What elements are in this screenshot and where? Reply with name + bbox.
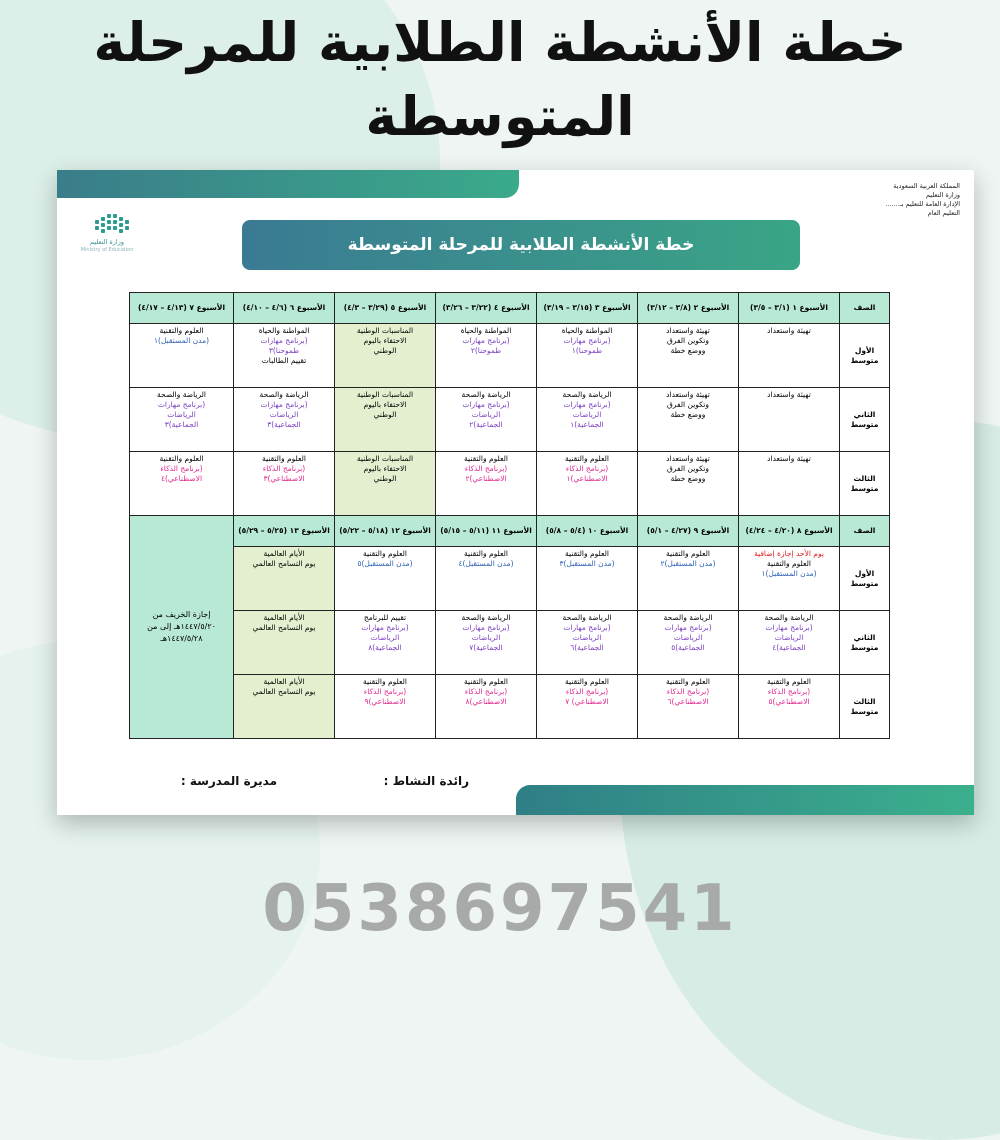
cell-line: العلوم والتقنية bbox=[767, 677, 811, 686]
cell-line: (برنامج مهارات bbox=[462, 400, 510, 409]
cell-line: الاحتفاء بالبوم bbox=[363, 336, 407, 345]
document-title: خطة الأنشطة الطلابية للمرحلة المتوسطة bbox=[242, 220, 800, 270]
week-header: الأسبوع ٥ (٣/٢٩ – ٤/٣) bbox=[335, 293, 436, 324]
cell-line: الرياضات bbox=[774, 633, 804, 642]
cell-line: وتكوين الفرق bbox=[666, 400, 710, 409]
cell-line: العلوم والتقنية bbox=[159, 326, 204, 335]
top-accent-bar bbox=[57, 170, 519, 198]
cell-line: تهيئة واستعداد bbox=[666, 390, 710, 399]
cell-line: (مدن المستقبل)٢ bbox=[660, 559, 716, 568]
cell-line: الوطني bbox=[373, 474, 397, 483]
cell-line: طموحنا)١ bbox=[571, 346, 603, 355]
cell-line: الاصطناعي)٥ bbox=[768, 697, 810, 706]
cell-line: تهيئة واستعداد bbox=[666, 454, 710, 463]
cell-line: ووضع خطة bbox=[670, 410, 706, 419]
cell-line: يوم التسامح العالمي bbox=[252, 559, 316, 568]
cell-line: (برنامج مهارات bbox=[664, 623, 712, 632]
activity-cell bbox=[130, 452, 234, 516]
ministry-line: المملكة العربية السعودية bbox=[893, 182, 960, 190]
activity-cell bbox=[436, 324, 537, 388]
ministry-logo bbox=[69, 214, 145, 256]
activity-cell bbox=[739, 452, 840, 516]
cell-line: الاصطناعي)٨ bbox=[465, 697, 507, 706]
activity-cell bbox=[638, 675, 739, 739]
cell-line: الرياضات bbox=[167, 410, 196, 419]
cell-line: طموحنا)٣ bbox=[268, 346, 300, 355]
activity-cell bbox=[739, 547, 840, 611]
activity-cell bbox=[436, 611, 537, 675]
cell-line: الرياضات bbox=[572, 633, 602, 642]
cell-line: (برنامج مهارات bbox=[563, 400, 611, 409]
cell-line: الأيام العالمية bbox=[263, 677, 305, 686]
activity-cell bbox=[130, 388, 234, 452]
cell-line: الأيام العالمية bbox=[263, 549, 305, 558]
cell-line: (برنامج مهارات bbox=[260, 400, 308, 409]
cell-line: المواطنة والحياة bbox=[460, 326, 512, 335]
cell-line: الجماعية)٥ bbox=[671, 643, 705, 652]
cell-line: (برنامج مهارات bbox=[361, 623, 409, 632]
cell-line: الجماعية)٢ bbox=[469, 420, 503, 429]
cell-line: الرياضة والصحة bbox=[663, 613, 713, 622]
cell-line: الجماعية)٣ bbox=[164, 420, 199, 429]
cell-line: (برنامج مهارات bbox=[462, 336, 510, 345]
week-header: الأسبوع ٩ (٤/٢٧ – ٥/١) bbox=[638, 516, 739, 547]
cell-line: الرياضة والصحة bbox=[764, 613, 814, 622]
cell-line: الرياضات bbox=[673, 633, 703, 642]
cell-line: المناسبات الوطنية bbox=[356, 454, 414, 463]
activity-cell bbox=[234, 675, 335, 739]
cell-line: يوم التسامح العالمي bbox=[252, 687, 316, 696]
cell-line: ووضع خطة bbox=[670, 474, 706, 483]
ministry-header bbox=[820, 182, 960, 218]
week-header: الأسبوع ١١ (٥/١١ – ٥/١٥) bbox=[436, 516, 537, 547]
cell-line: طموحنا)٢ bbox=[470, 346, 502, 355]
cell-line: (برنامج مهارات bbox=[765, 623, 813, 632]
cell-line: الجماعية)٣ bbox=[267, 420, 301, 429]
grade-label: الأول متوسط bbox=[840, 324, 890, 388]
cell-line: الجماعية)٧ bbox=[469, 643, 503, 652]
cell-line: تهيئة واستعداد bbox=[767, 326, 811, 335]
cell-line: (برنامج الذكاء bbox=[464, 464, 508, 473]
activity-cell bbox=[537, 547, 638, 611]
activity-cell bbox=[335, 324, 436, 388]
header-row bbox=[130, 516, 890, 547]
cell-line: (برنامج الذكاء bbox=[767, 687, 811, 696]
cell-line: (برنامج الذكاء bbox=[565, 464, 609, 473]
cell-line: (برنامج الذكاء bbox=[565, 687, 609, 696]
ministry-line: التعليم العام bbox=[927, 209, 960, 217]
cell-line: الرياضة والصحة bbox=[461, 613, 511, 622]
cell-line: المناسبات الوطنية bbox=[356, 326, 414, 335]
cell-line: تقييم للبرنامج bbox=[363, 613, 407, 622]
cell-line: العلوم والتقنية bbox=[262, 454, 306, 463]
cell-line: الرياضات bbox=[471, 633, 501, 642]
cell-line: العلوم والتقنية bbox=[565, 677, 609, 686]
week-header: الأسبوع ٢ (٣/٨ – ٣/١٢) bbox=[638, 293, 739, 324]
grade-label: الثالث متوسط bbox=[840, 452, 890, 516]
cell-line: (برنامج مهارات bbox=[462, 623, 510, 632]
cell-line: وتكوين الفرق bbox=[666, 464, 710, 473]
phone-number: 0538697541 bbox=[262, 872, 738, 946]
cell-line: (مدن المستقبل)١ bbox=[153, 336, 210, 345]
cell-line: العلوم والتقنية bbox=[767, 559, 811, 568]
cell-line: العلوم والتقنية bbox=[666, 677, 710, 686]
activity-cell bbox=[638, 611, 739, 675]
promo-title: خطة الأنشطة الطلابية للمرحلة المتوسطة bbox=[93, 11, 907, 148]
cell-line: العلوم والتقنية bbox=[565, 454, 609, 463]
activity-cell bbox=[739, 675, 840, 739]
cell-line: المواطنة والحياة bbox=[258, 326, 310, 335]
logo-text-ar: وزارة التعليم bbox=[89, 238, 125, 246]
cell-line: الاصطناعي)٦ bbox=[667, 697, 709, 706]
activity-cell bbox=[335, 611, 436, 675]
activity-cell bbox=[537, 324, 638, 388]
activity-cell bbox=[638, 547, 739, 611]
cell-line: ووضع خطة bbox=[670, 346, 706, 355]
activity-cell bbox=[739, 388, 840, 452]
ministry-line: الإدارة العامة للتعليم بـ....... bbox=[885, 200, 960, 208]
cell-line: الجماعية)٦ bbox=[570, 643, 604, 652]
activity-cell bbox=[335, 388, 436, 452]
table-row bbox=[130, 324, 890, 388]
cell-line: الاحتفاء باليوم bbox=[363, 464, 407, 473]
ministry-line: وزارة التعليم bbox=[925, 191, 960, 199]
activity-cell bbox=[335, 452, 436, 516]
cell-line: (مدن المستقبل)٥ bbox=[357, 559, 413, 568]
cell-line: تقييم الطالبات bbox=[261, 356, 307, 365]
activity-cell bbox=[436, 452, 537, 516]
grade-column-header: الصف bbox=[840, 293, 890, 324]
cell-line: الاصطناعي) ٧ bbox=[565, 697, 609, 706]
grade-column-header: الصف bbox=[840, 516, 890, 547]
cell-line: العلوم والتقنية bbox=[464, 454, 508, 463]
grade-label: الثاني متوسط bbox=[840, 611, 890, 675]
cell-line: الرياضة والصحة bbox=[562, 390, 612, 399]
cell-line: (مدن المستقبل)٤ bbox=[458, 559, 514, 568]
cell-line: الوطني bbox=[373, 346, 397, 355]
cell-line: العلوم والتقنية bbox=[363, 549, 407, 558]
table-row bbox=[130, 547, 890, 611]
cell-line: الجماعية)٤ bbox=[772, 643, 806, 652]
autumn-holiday-cell: إجازة الخريف من ١٤٤٧/٥/٢٠هـ إلى من ١٤٤٧/٥/٢٨هـ bbox=[130, 516, 234, 739]
activity-cell bbox=[130, 324, 234, 388]
grade-label: الثالث متوسط bbox=[840, 675, 890, 739]
header-row bbox=[130, 293, 890, 324]
activity-cell bbox=[234, 611, 335, 675]
cell-line: الجماعية)٨ bbox=[368, 643, 402, 652]
cell-line: الاصطناعي)١ bbox=[566, 474, 608, 483]
cell-line: الرياضة والصحة bbox=[461, 390, 511, 399]
principal-signature: مديرة المدرسة : bbox=[180, 774, 277, 788]
activity-cell bbox=[638, 452, 739, 516]
cell-line: الاصطناعي)٣ bbox=[263, 474, 305, 483]
cell-line: الاصطناعي)٤ bbox=[160, 474, 203, 483]
logo-text-en: Ministry of Education bbox=[80, 247, 134, 253]
activity-cell bbox=[335, 547, 436, 611]
cell-line: وتكوين الفرق bbox=[666, 336, 710, 345]
cell-line: المواطنة والحياة bbox=[561, 326, 613, 335]
activity-cell bbox=[739, 611, 840, 675]
cell-line: الرياضات bbox=[269, 410, 299, 419]
activity-cell bbox=[234, 324, 335, 388]
activity-cell bbox=[436, 675, 537, 739]
cell-line: العلوم والتقنية bbox=[464, 677, 508, 686]
table-row bbox=[130, 452, 890, 516]
cell-line: يوم التسامح العالمي bbox=[252, 623, 316, 632]
table-row bbox=[130, 388, 890, 452]
cell-line: الجماعية)١ bbox=[570, 420, 604, 429]
activity-leader-signature: رائدة النشاط : bbox=[383, 774, 469, 788]
activity-cell bbox=[436, 547, 537, 611]
week-header: الأسبوع ٦ (٤/٦ – ٤/١٠) bbox=[234, 293, 335, 324]
activity-cell bbox=[335, 675, 436, 739]
cell-line: (برنامج الذكاء bbox=[160, 464, 203, 473]
cell-line: العلوم والتقنية bbox=[363, 677, 407, 686]
grade-label: الأول متوسط bbox=[840, 547, 890, 611]
cell-line: (مدن المستقبل)٣ bbox=[559, 559, 615, 568]
week-header: الأسبوع ٨ (٤/٢٠ – ٤/٢٤) bbox=[739, 516, 840, 547]
cell-line: تهيئة واستعداد bbox=[767, 390, 811, 399]
week-header: الأسبوع ٤ (٣/٢٢ – ٣/٢٦) bbox=[436, 293, 537, 324]
cell-line: تهيئة واستعداد bbox=[767, 454, 811, 463]
cell-line: (برنامج الذكاء bbox=[262, 464, 306, 473]
activity-cell bbox=[537, 452, 638, 516]
cell-line: الرياضات bbox=[370, 633, 400, 642]
cell-line: الوطني bbox=[373, 410, 397, 419]
grade-label: الثاني متوسط bbox=[840, 388, 890, 452]
cell-line: العلوم والتقنية bbox=[565, 549, 609, 558]
cell-line: يوم الأحد إجازة إضافية bbox=[754, 549, 824, 558]
cell-line: (برنامج الذكاء bbox=[464, 687, 508, 696]
week-header: الأسبوع ١ (٣/١ – ٣/٥) bbox=[739, 293, 840, 324]
week-header: الأسبوع ١٠ (٥/٤ – ٥/٨) bbox=[537, 516, 638, 547]
cell-line: العلوم والتقنية bbox=[159, 454, 204, 463]
cell-line: تهيئة واستعداد bbox=[666, 326, 710, 335]
cell-line: الاحتفاء باليوم bbox=[363, 400, 407, 409]
activity-cell bbox=[234, 452, 335, 516]
table-row bbox=[130, 675, 890, 739]
cell-line: الرياضات bbox=[572, 410, 602, 419]
activities-plan-table bbox=[129, 292, 890, 739]
cell-line: المناسبات الوطنية bbox=[356, 390, 414, 399]
table-row bbox=[130, 611, 890, 675]
week-header: الأسبوع ٣ (٣/١٥ – ٣/١٩) bbox=[537, 293, 638, 324]
signatures bbox=[57, 774, 974, 798]
cell-line: الاصطناعي)٢ bbox=[465, 474, 507, 483]
cell-line: (برنامج مهارات bbox=[260, 336, 308, 345]
cell-line: الرياضة والصحة bbox=[156, 390, 206, 399]
activity-cell bbox=[436, 388, 537, 452]
week-header: الأسبوع ١٢ (٥/١٨ – ٥/٢٢) bbox=[335, 516, 436, 547]
week-header: الأسبوع ١٣ (٥/٢٥ – ٥/٢٩) bbox=[234, 516, 335, 547]
activity-cell bbox=[537, 675, 638, 739]
cell-line: العلوم والتقنية bbox=[666, 549, 710, 558]
logo-text bbox=[69, 238, 145, 254]
activity-cell bbox=[537, 388, 638, 452]
cell-line: (برنامج الذكاء bbox=[666, 687, 710, 696]
cell-line: الرياضة والصحة bbox=[259, 390, 309, 399]
cell-line: الرياضة والصحة bbox=[562, 613, 612, 622]
cell-line: (برنامج مهارات bbox=[563, 336, 611, 345]
plan-document bbox=[57, 170, 974, 815]
cell-line: الرياضات bbox=[471, 410, 501, 419]
activity-cell bbox=[739, 324, 840, 388]
activity-cell bbox=[638, 388, 739, 452]
activity-cell bbox=[537, 611, 638, 675]
cell-line: (مدن المستقبل)١ bbox=[761, 569, 817, 578]
activity-cell bbox=[638, 324, 739, 388]
activity-cell bbox=[234, 547, 335, 611]
logo-dots-icon bbox=[95, 214, 135, 236]
week-header: الأسبوع ٧ (٤/١٣ – ٤/١٧) bbox=[130, 293, 234, 324]
cell-line: (برنامج الذكاء bbox=[363, 687, 407, 696]
activity-cell bbox=[234, 388, 335, 452]
cell-line: (برنامج مهارات bbox=[157, 400, 206, 409]
cell-line: الأيام العالمية bbox=[263, 613, 305, 622]
cell-line: الاصطناعي)٩ bbox=[364, 697, 406, 706]
cell-line: (برنامج مهارات bbox=[563, 623, 611, 632]
cell-line: العلوم والتقنية bbox=[464, 549, 508, 558]
